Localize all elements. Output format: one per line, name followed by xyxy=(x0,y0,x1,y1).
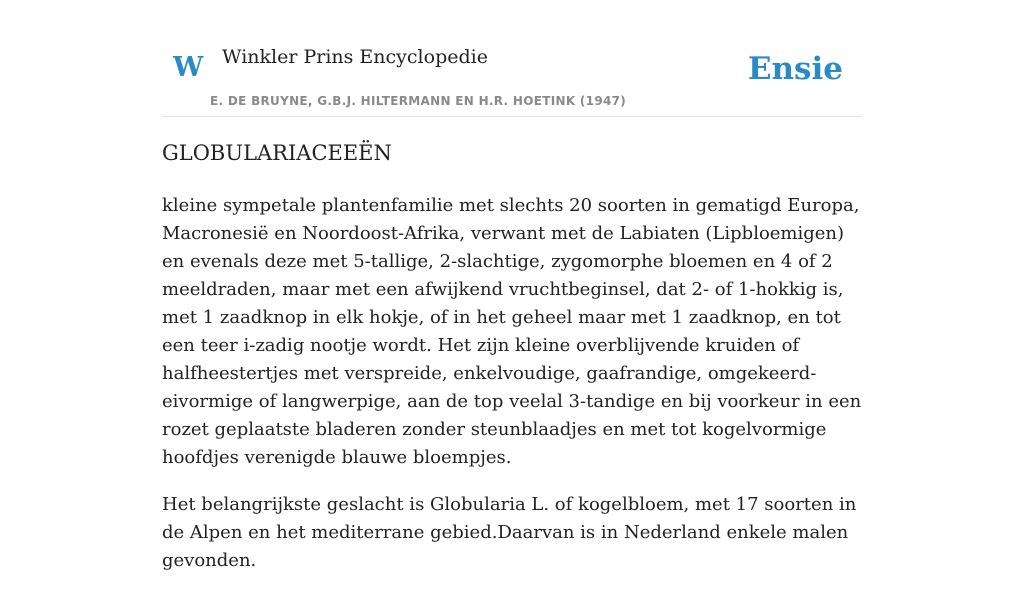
source-title[interactable]: Winkler Prins Encyclopedie xyxy=(222,46,488,68)
entry-paragraph: kleine sympetale plantenfamilie met slechts 20 soorten in gematigd Europa, Macronesië en Noordoost-Afrika, verwant met de Labiaten (Lipbloemigen) en evenals deze met 5-tallige, 2-slachtige, zygomorphe bloemen en 4 of 2 meeldraden, maar met een afwijkend vruchtbeginsel, dat 2- of 1-hokkig is, met 1 zaadknop in elk hokje, of in het geheel maar met 1 zaadknop, en tot een teer i-zadig nootje wordt. Het zijn kleine overblijvende kruiden of halfheestertjes met verspreide, enkelvoudige, gaafrandige, omgekeerd-eivormige of langwerpige, aan de top veelal 3-tandige en bij voorkeur in een rozet geplaatste bladeren zonder steunblaadjes en met tot kogelvormige hoofdjes verenigde blauwe bloempjes. xyxy=(162,195,862,468)
winkler-prins-logo[interactable]: W xyxy=(173,52,204,83)
entry-paragraph: Het belangrijkste geslacht is Globularia L. of kogelbloem, met 17 soorten in de Alpen en het mediterrane gebied.Daarvan is in Nederland enkele malen gevonden. xyxy=(162,494,857,571)
entry-title: GLOBULARIACEEËN xyxy=(162,141,392,165)
source-authors: E. DE BRUYNE, G.B.J. HILTERMANN EN H.R. HOETINK (1947) xyxy=(210,94,627,108)
ensie-logo[interactable]: Ensie xyxy=(747,51,843,87)
entry-body xyxy=(162,192,862,594)
source-header xyxy=(162,0,862,117)
